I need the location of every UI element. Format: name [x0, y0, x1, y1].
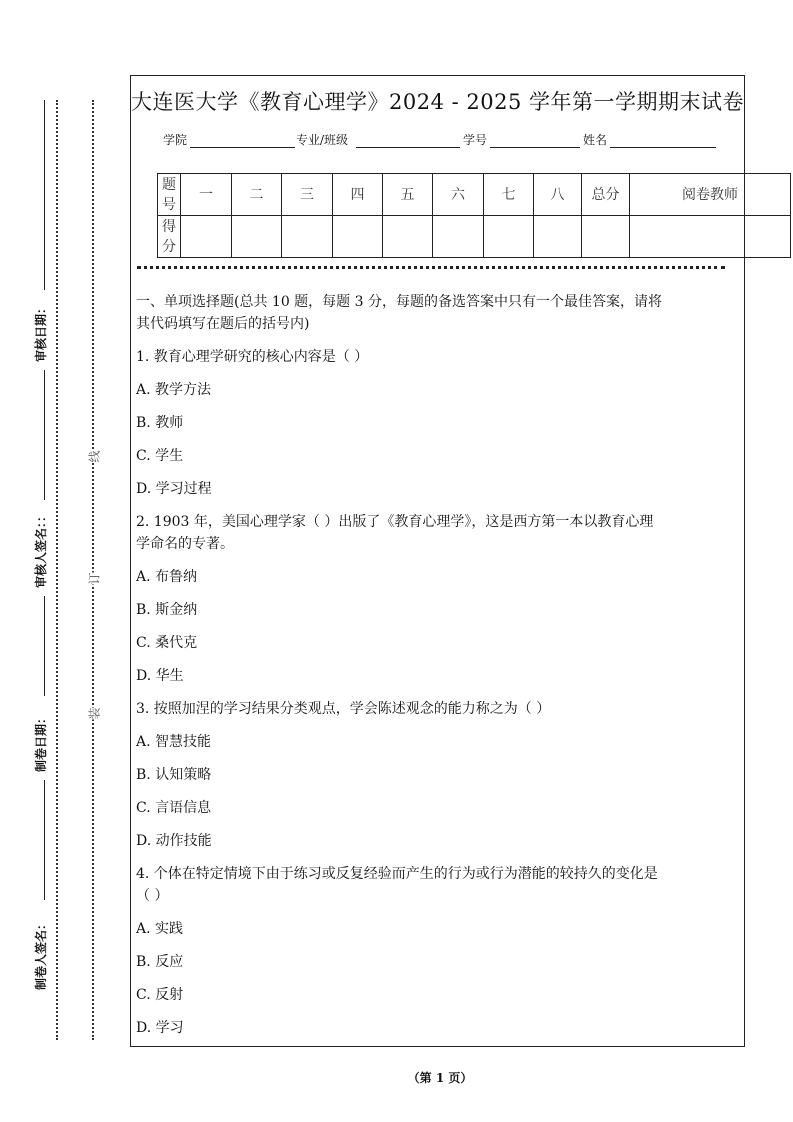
bind-mark-line: 线: [87, 450, 102, 463]
text-line: B. 反应: [136, 954, 184, 970]
major-field[interactable]: [356, 147, 460, 148]
name-label: 姓名: [583, 133, 608, 147]
answer-option: [136, 731, 742, 753]
score-cell: [630, 216, 791, 258]
answer-option: [136, 984, 742, 1006]
make-date-line: [44, 596, 45, 696]
reviewer-sign-line: [44, 370, 45, 500]
text-line: A. 教学方法: [136, 382, 212, 398]
text-line: A. 智慧技能: [136, 734, 212, 750]
binding-dotted-line-outer: [56, 100, 58, 1040]
text-line: B. 斯金纳: [136, 602, 198, 618]
score-cell: [181, 216, 232, 258]
score-cell: [534, 216, 582, 258]
score-table-score-row: [158, 216, 791, 258]
text-line: （ ）: [136, 888, 169, 904]
answer-option: [136, 566, 742, 588]
header-cell: 七: [484, 174, 534, 216]
major-label: 专业/班级: [296, 133, 349, 147]
text-line: C. 反射: [136, 987, 184, 1003]
bind-mark-order: 订: [87, 572, 102, 585]
score-row-label: 得分: [158, 216, 181, 258]
header-cell: 题号: [158, 174, 181, 216]
header-cell: 四: [333, 174, 383, 216]
text-line: D. 学习过程: [136, 481, 212, 497]
binding-dotted-line-inner: [92, 100, 94, 1040]
exam-title: 大连医大学《教育心理学》2024 - 2025 学年第一学期期末试卷: [130, 90, 744, 114]
header-cell: 一: [181, 174, 232, 216]
score-cell: [282, 216, 333, 258]
question-stem: [136, 511, 742, 555]
text-line: A. 实践: [136, 921, 184, 937]
answer-option: [136, 412, 742, 434]
header-cell: 八: [534, 174, 582, 216]
text-line: D. 动作技能: [136, 833, 212, 849]
text-line: 一、单项选择题(总共 10 题，每题 3 分，每题的备选答案中只有一个最佳答案，请将: [136, 294, 662, 310]
text-line: B. 认知策略: [136, 767, 212, 783]
text-line: 2. 1903 年，美国心理学家（ ）出版了《教育心理学》，这是西方第一本以教育心理: [136, 514, 654, 530]
separator-dotted-line: [137, 266, 725, 269]
answer-option: [136, 918, 742, 940]
score-cell: [582, 216, 630, 258]
score-table-header-row: [158, 174, 791, 216]
header-cell: 二: [232, 174, 282, 216]
header-cell: 总分: [582, 174, 630, 216]
text-line: 其代码填写在题后的括号内): [136, 316, 310, 332]
score-cell: [333, 216, 383, 258]
answer-option: [136, 665, 742, 687]
answer-option: [136, 797, 742, 819]
answer-option: [136, 951, 742, 973]
maker-sign-line: [44, 780, 45, 900]
questions-content: [136, 291, 742, 1050]
score-cell: [383, 216, 433, 258]
answer-option: [136, 599, 742, 621]
student-id-label: 学号: [463, 133, 488, 147]
text-line: 4. 个体在特定情境下由于练习或反复经验而产生的行为或行为潜能的较持久的变化是: [136, 866, 658, 882]
review-date-label: 审核日期：: [34, 301, 48, 362]
text-line: 3. 按照加涅的学习结果分类观点，学会陈述观念的能力称之为（ ）: [136, 701, 551, 717]
text-line: B. 教师: [136, 415, 184, 431]
score-cell: [484, 216, 534, 258]
text-line: 1. 教育心理学研究的核心内容是（ ）: [136, 349, 369, 365]
maker-sign-label: 制卷人签名：: [34, 917, 48, 990]
name-field[interactable]: [610, 147, 716, 148]
question-stem: [136, 863, 742, 907]
bind-mark-bind: 装: [87, 707, 102, 720]
text-line: C. 学生: [136, 448, 184, 464]
score-table: [157, 173, 791, 258]
text-line: C. 言语信息: [136, 800, 212, 816]
header-cell: 三: [282, 174, 333, 216]
make-date-label: 制卷日期：: [34, 711, 48, 772]
score-cell: [433, 216, 484, 258]
answer-option: [136, 830, 742, 852]
text-line: D. 华生: [136, 668, 184, 684]
score-cell: [232, 216, 282, 258]
header-cell: 五: [383, 174, 433, 216]
question-stem: [136, 698, 742, 720]
text-line: D. 学习: [136, 1020, 184, 1036]
header-cell: 六: [433, 174, 484, 216]
text-line: C. 桑代克: [136, 635, 198, 651]
answer-option: [136, 764, 742, 786]
question-stem: [136, 346, 742, 368]
college-label: 学院: [163, 133, 188, 147]
college-field[interactable]: [190, 147, 295, 148]
reviewer-sign-label: 审核人签名：：: [34, 509, 48, 588]
answer-option: [136, 445, 742, 467]
section-heading: [136, 291, 742, 335]
text-line: 学命名的专著。: [136, 536, 234, 552]
page-number: （第 1 页）: [407, 1071, 473, 1085]
answer-option: [136, 1017, 742, 1039]
text-line: A. 布鲁纳: [136, 569, 198, 585]
answer-option: [136, 379, 742, 401]
review-date-line: [44, 100, 45, 290]
answer-option: [136, 478, 742, 500]
header-cell: 阅卷教师: [630, 174, 791, 216]
answer-option: [136, 632, 742, 654]
student-id-field[interactable]: [490, 147, 580, 148]
